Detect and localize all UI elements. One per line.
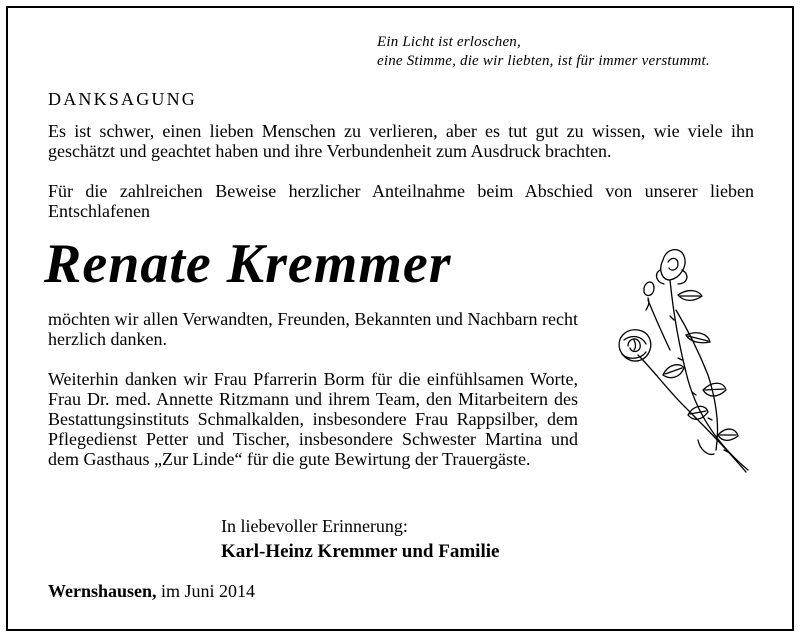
paragraph-2: Für die zahlreichen Beweise herzlicher Anteilnahme beim Abschied von unserer lieben Entschlafenen [48,181,754,221]
paragraph-3: möchten wir allen Verwandten, Freunden, Bekannten und Nachbarn recht herzlich danken. [48,309,578,349]
paragraph-1: Es ist schwer, einen lieben Menschen zu verlieren, aber es tut gut zu wissen, wie viele ihn geschätzt und geachtet haben und ihre Verbundenheit zum Ausdruck brachten. [48,121,754,161]
deceased-name: Renate Kremmer [44,233,452,295]
motto-line-2: eine Stimme, die wir liebten, ist für immer verstummt. [377,53,710,69]
motto-line-1: Ein Licht ist erloschen, [377,34,521,50]
heading: DANKSAGUNG [48,89,198,109]
date: im Juni 2014 [161,581,256,601]
motto [377,33,777,71]
closing-line: In liebevoller Erinnerung: [221,516,408,536]
place: Wernshausen, [48,581,157,601]
family-signature: Karl-Heinz Kremmer und Familie [221,541,500,562]
paragraph-4: Weiterhin danken wir Frau Pfarrerin Borm für die einfühlsamen Worte, Frau Dr. med. Annette Ritzmann und ihrem Team, den Mitarbeitern des Bestattungsinstituts Schmalkalden, insbesondere Frau Rappsilber, dem Pflegedienst Petter und Tischer, insbesondere Schwester Martina und dem Gasthaus „Zur Linde“ für die gute Bewirtung der Trauergäste. [48,369,578,469]
rose-illustration-icon [608,240,758,485]
place-date [48,581,255,602]
